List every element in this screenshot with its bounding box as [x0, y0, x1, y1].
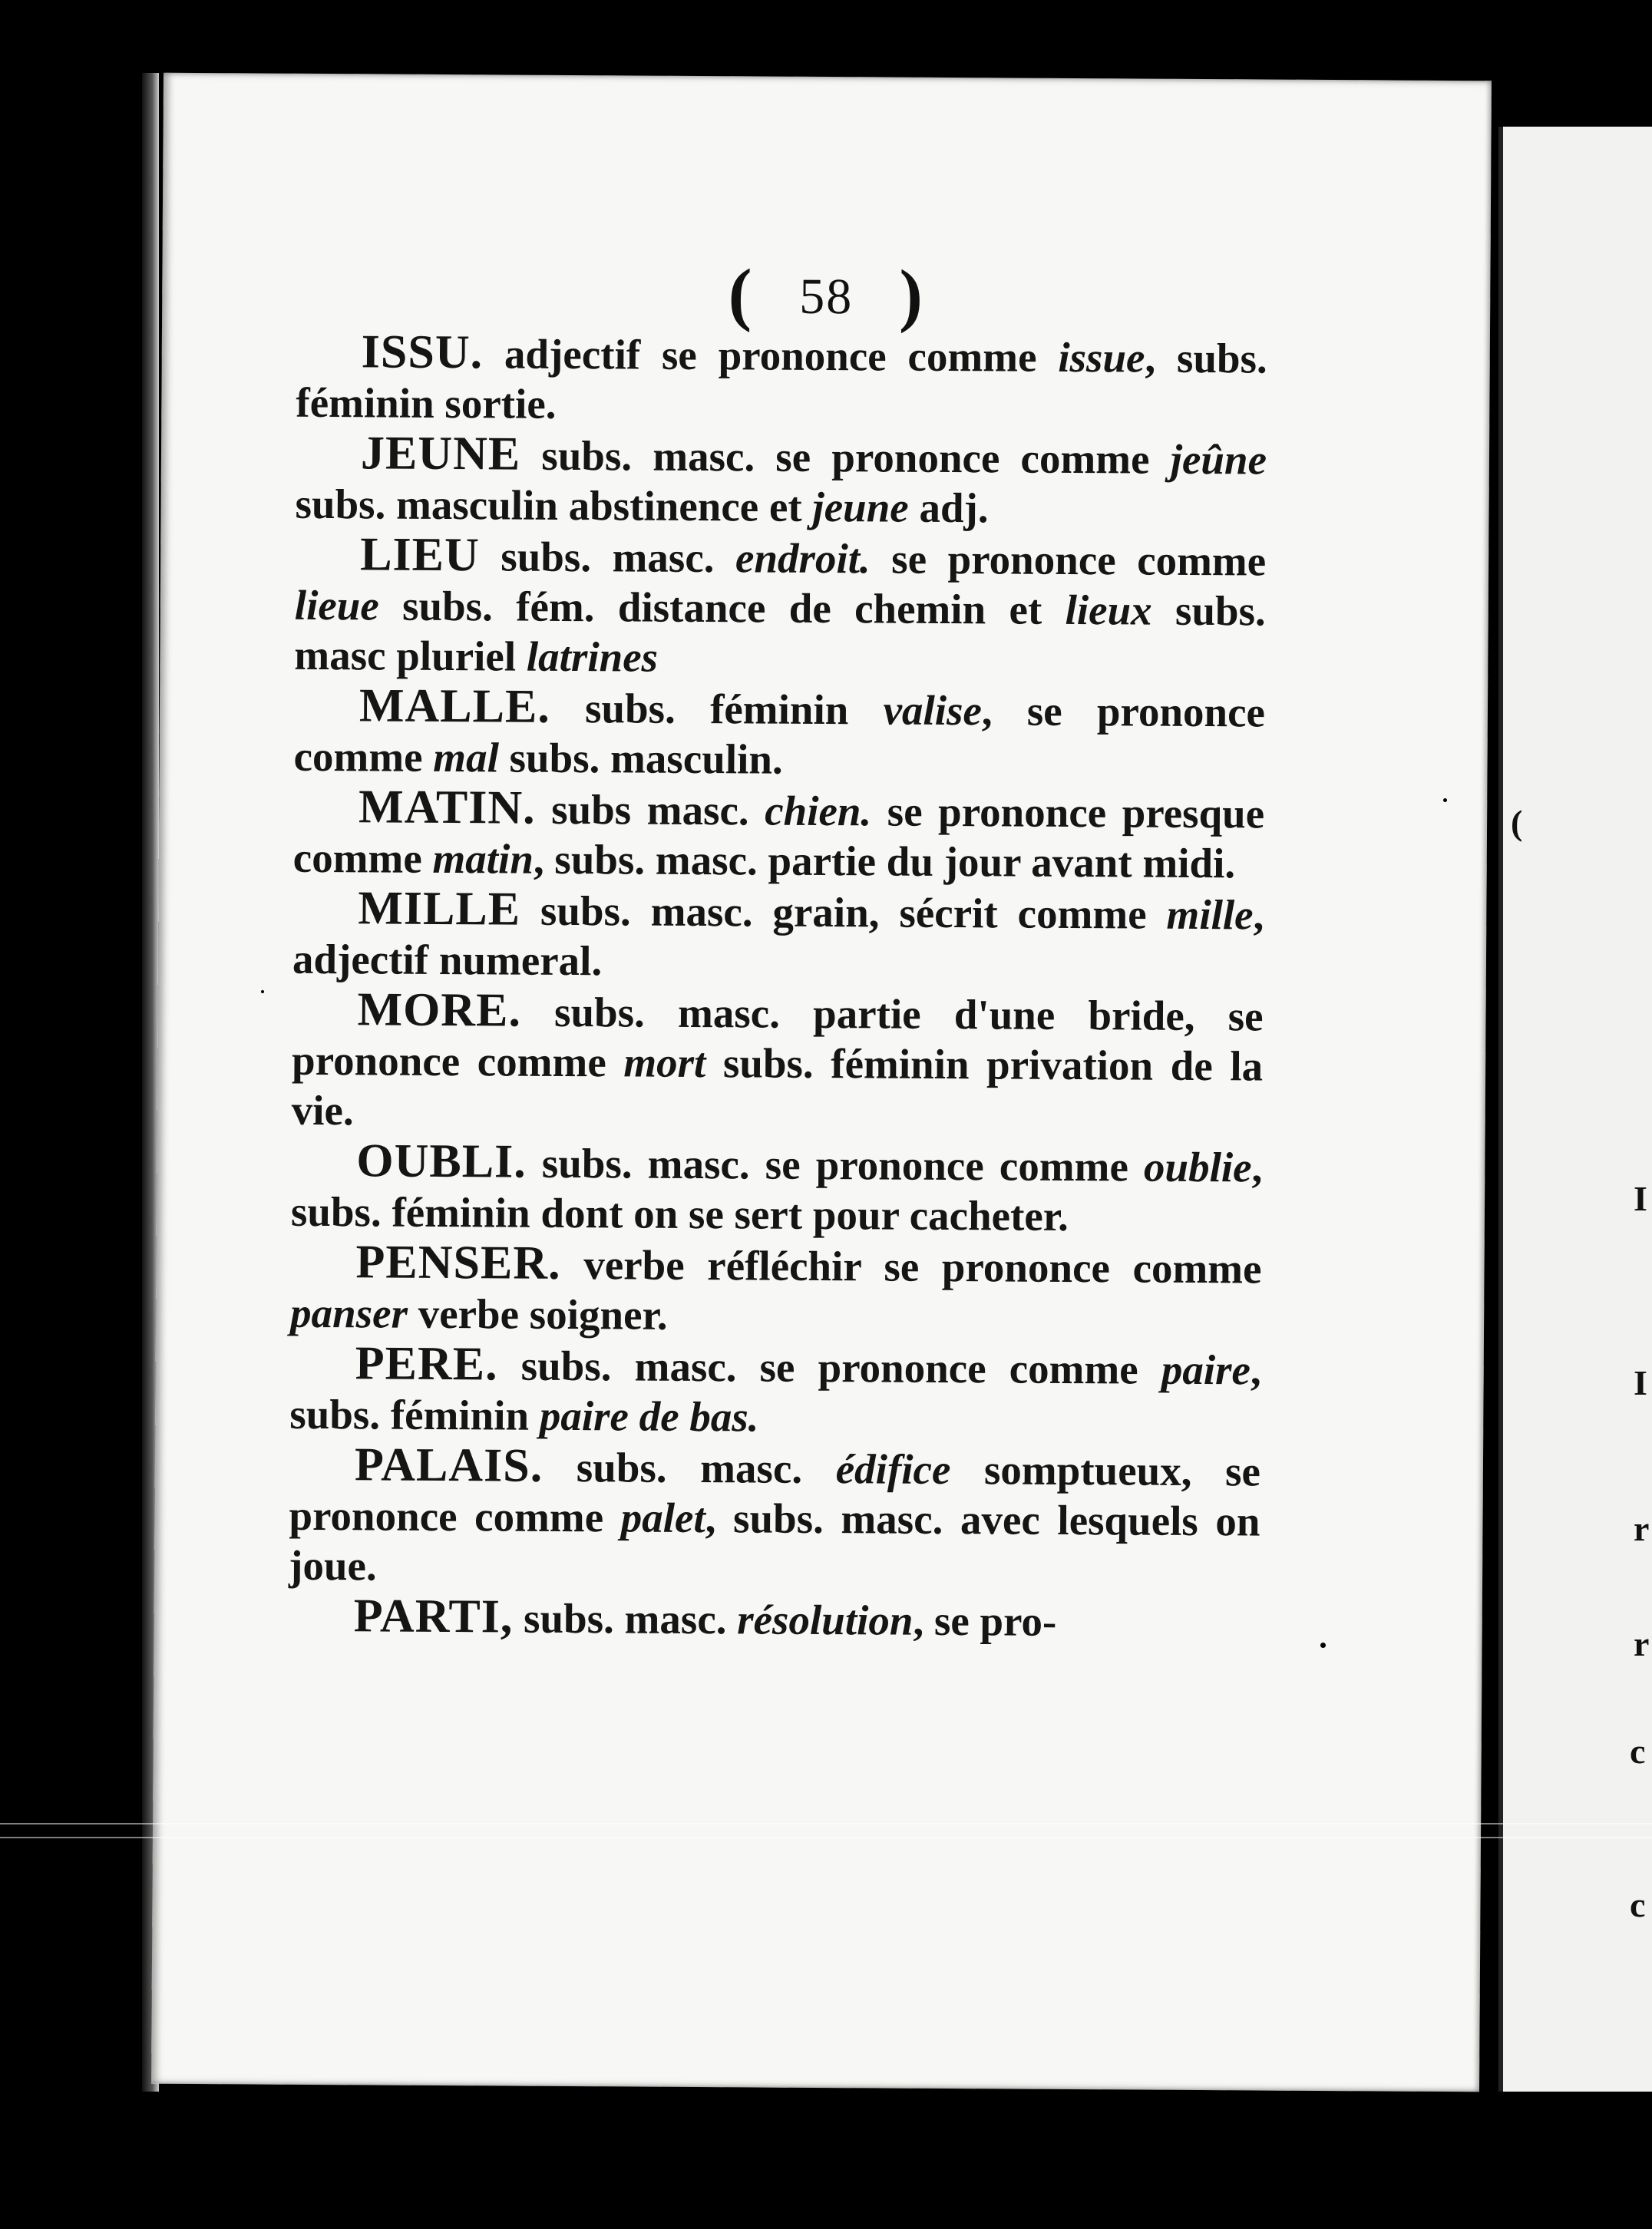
entry-text: subs. masculin. [498, 734, 783, 783]
dictionary-text [289, 327, 1267, 1649]
entry-text: subs. masc. [513, 1594, 738, 1643]
dust-speck [1443, 798, 1447, 802]
entry-text: subs. féminin privation de la vie. [291, 1039, 1264, 1134]
entry-italic-term: résolution [737, 1596, 914, 1644]
entry-text: , subs. masc. partie du jour avant midi. [533, 835, 1236, 887]
entry-text: , subs. féminin sortie. [296, 334, 1267, 428]
entry-text: verbe réfléchir se prononce comme [560, 1240, 1262, 1293]
entry-text: subs. masc pluriel [294, 586, 1266, 680]
entry-headword: PENSER. [355, 1236, 561, 1290]
dictionary-entry [289, 1440, 1260, 1597]
entry-text: , subs. féminin [289, 1346, 1261, 1439]
entry-headword: PARTI, [353, 1590, 514, 1643]
entry-italic-term: paire de bas. [539, 1392, 759, 1441]
dictionary-entry [291, 1136, 1263, 1243]
entry-italic-term: issue [1058, 333, 1145, 381]
adjacent-page-glyph: c [1630, 1885, 1646, 1924]
adjacent-page-glyph: ( [1511, 803, 1523, 842]
entry-italic-term: mort [623, 1039, 706, 1087]
entry-text: subs. masc. [479, 533, 736, 582]
entry-text: se prononce comme [870, 535, 1267, 585]
entry-text: subs. masculin abstinence et [295, 480, 813, 530]
book-page [151, 73, 1492, 2092]
dictionary-entry [293, 681, 1265, 788]
scan-artifact-line [0, 1837, 1652, 1838]
entry-italic-term: valise [883, 686, 983, 735]
adjacent-page-glyph: I [1634, 1363, 1647, 1402]
adjacent-page-glyph: c [1630, 1732, 1646, 1771]
entry-italic-term: lieux [1065, 586, 1152, 634]
entry-headword: OUBLI. [356, 1134, 527, 1188]
entry-italic-term: chien. [765, 787, 872, 835]
entry-text: , subs. féminin dont on se sert pour cacheter. [290, 1144, 1263, 1240]
entry-italic-term: lieue [294, 581, 379, 629]
entry-text: , se pro- [913, 1597, 1057, 1645]
entry-headword: PERE. [355, 1337, 498, 1391]
entry-text: subs. masc. grain, sécrit comme [520, 887, 1167, 938]
entry-text: adj. [908, 484, 989, 532]
entry-italic-term: endroit. [735, 534, 871, 583]
dictionary-entry [292, 883, 1264, 990]
close-paren: ) [898, 255, 925, 334]
scan-artifact-line [0, 1823, 1652, 1824]
entry-italic-term: mille [1166, 890, 1254, 939]
dictionary-entry [293, 782, 1265, 889]
entry-text: subs. masc. [543, 1443, 836, 1493]
dictionary-entry [296, 327, 1267, 434]
entry-italic-term: latrines [526, 632, 659, 681]
adjacent-page-glyph: r [1634, 1624, 1650, 1663]
entry-text: subs. masc. partie d'une bride, se prononce comme [291, 988, 1264, 1086]
entry-text: somptueux, se prononce comme [289, 1446, 1261, 1541]
entry-italic-term: mal [433, 733, 500, 781]
entry-italic-term: matin [432, 834, 534, 883]
entry-text: subs. masc. se prononce comme [526, 1139, 1145, 1190]
entry-text: subs. masc. se prononce comme [497, 1342, 1162, 1393]
dictionary-entry [289, 1339, 1261, 1445]
entry-italic-term: jeûne [1170, 435, 1267, 484]
dust-speck [867, 60, 871, 63]
entry-headword: JEUNE [360, 427, 521, 480]
adjacent-page-fragment [1498, 127, 1652, 2092]
entry-text: adjectif se prononce comme [482, 330, 1059, 381]
dust-speck [568, 65, 572, 69]
entry-text: se prononce presque comme [292, 788, 1265, 882]
entry-italic-term: palet [620, 1494, 705, 1542]
entry-headword: MALLE. [358, 679, 551, 733]
dust-speck [261, 990, 264, 993]
entry-headword: PALAIS. [354, 1438, 544, 1492]
entry-italic-term: paire [1161, 1346, 1251, 1394]
adjacent-page-glyph: r [1634, 1509, 1650, 1548]
dictionary-entry [294, 530, 1266, 686]
entry-headword: MORE. [357, 983, 522, 1037]
entry-text: subs. féminin [550, 684, 884, 734]
dust-speck [1320, 1643, 1326, 1648]
entry-text: subs masc. [535, 785, 765, 834]
dictionary-entry [290, 1237, 1262, 1344]
entry-text: , subs. masc. avec lesquels on joue. [288, 1494, 1260, 1590]
entry-text: subs. fém. distance de chemin et [378, 582, 1066, 633]
entry-headword: LIEU [359, 528, 481, 582]
page-number: 58 [799, 268, 854, 325]
entry-headword: MATIN. [358, 781, 536, 834]
entry-headword: ISSU. [361, 325, 484, 379]
dictionary-entry [292, 985, 1264, 1141]
entry-italic-term: jeune [812, 483, 909, 531]
entry-text: verbe soigner. [407, 1290, 668, 1339]
open-paren: ( [728, 254, 754, 333]
dictionary-entry [295, 428, 1267, 535]
entry-italic-term: oublie [1143, 1143, 1252, 1191]
entry-text: subs. masc. se prononce comme [520, 431, 1171, 483]
entry-headword: MILLE [358, 882, 521, 936]
entry-text: , adjectif numeral. [292, 891, 1264, 985]
entry-italic-term: édifice [835, 1445, 951, 1494]
entry-italic-term: panser [289, 1289, 408, 1337]
dictionary-entry [289, 1591, 1260, 1648]
entry-text: , se prononce comme [293, 687, 1266, 781]
adjacent-page-glyph: I [1634, 1179, 1647, 1218]
dust-speck [867, 46, 871, 49]
